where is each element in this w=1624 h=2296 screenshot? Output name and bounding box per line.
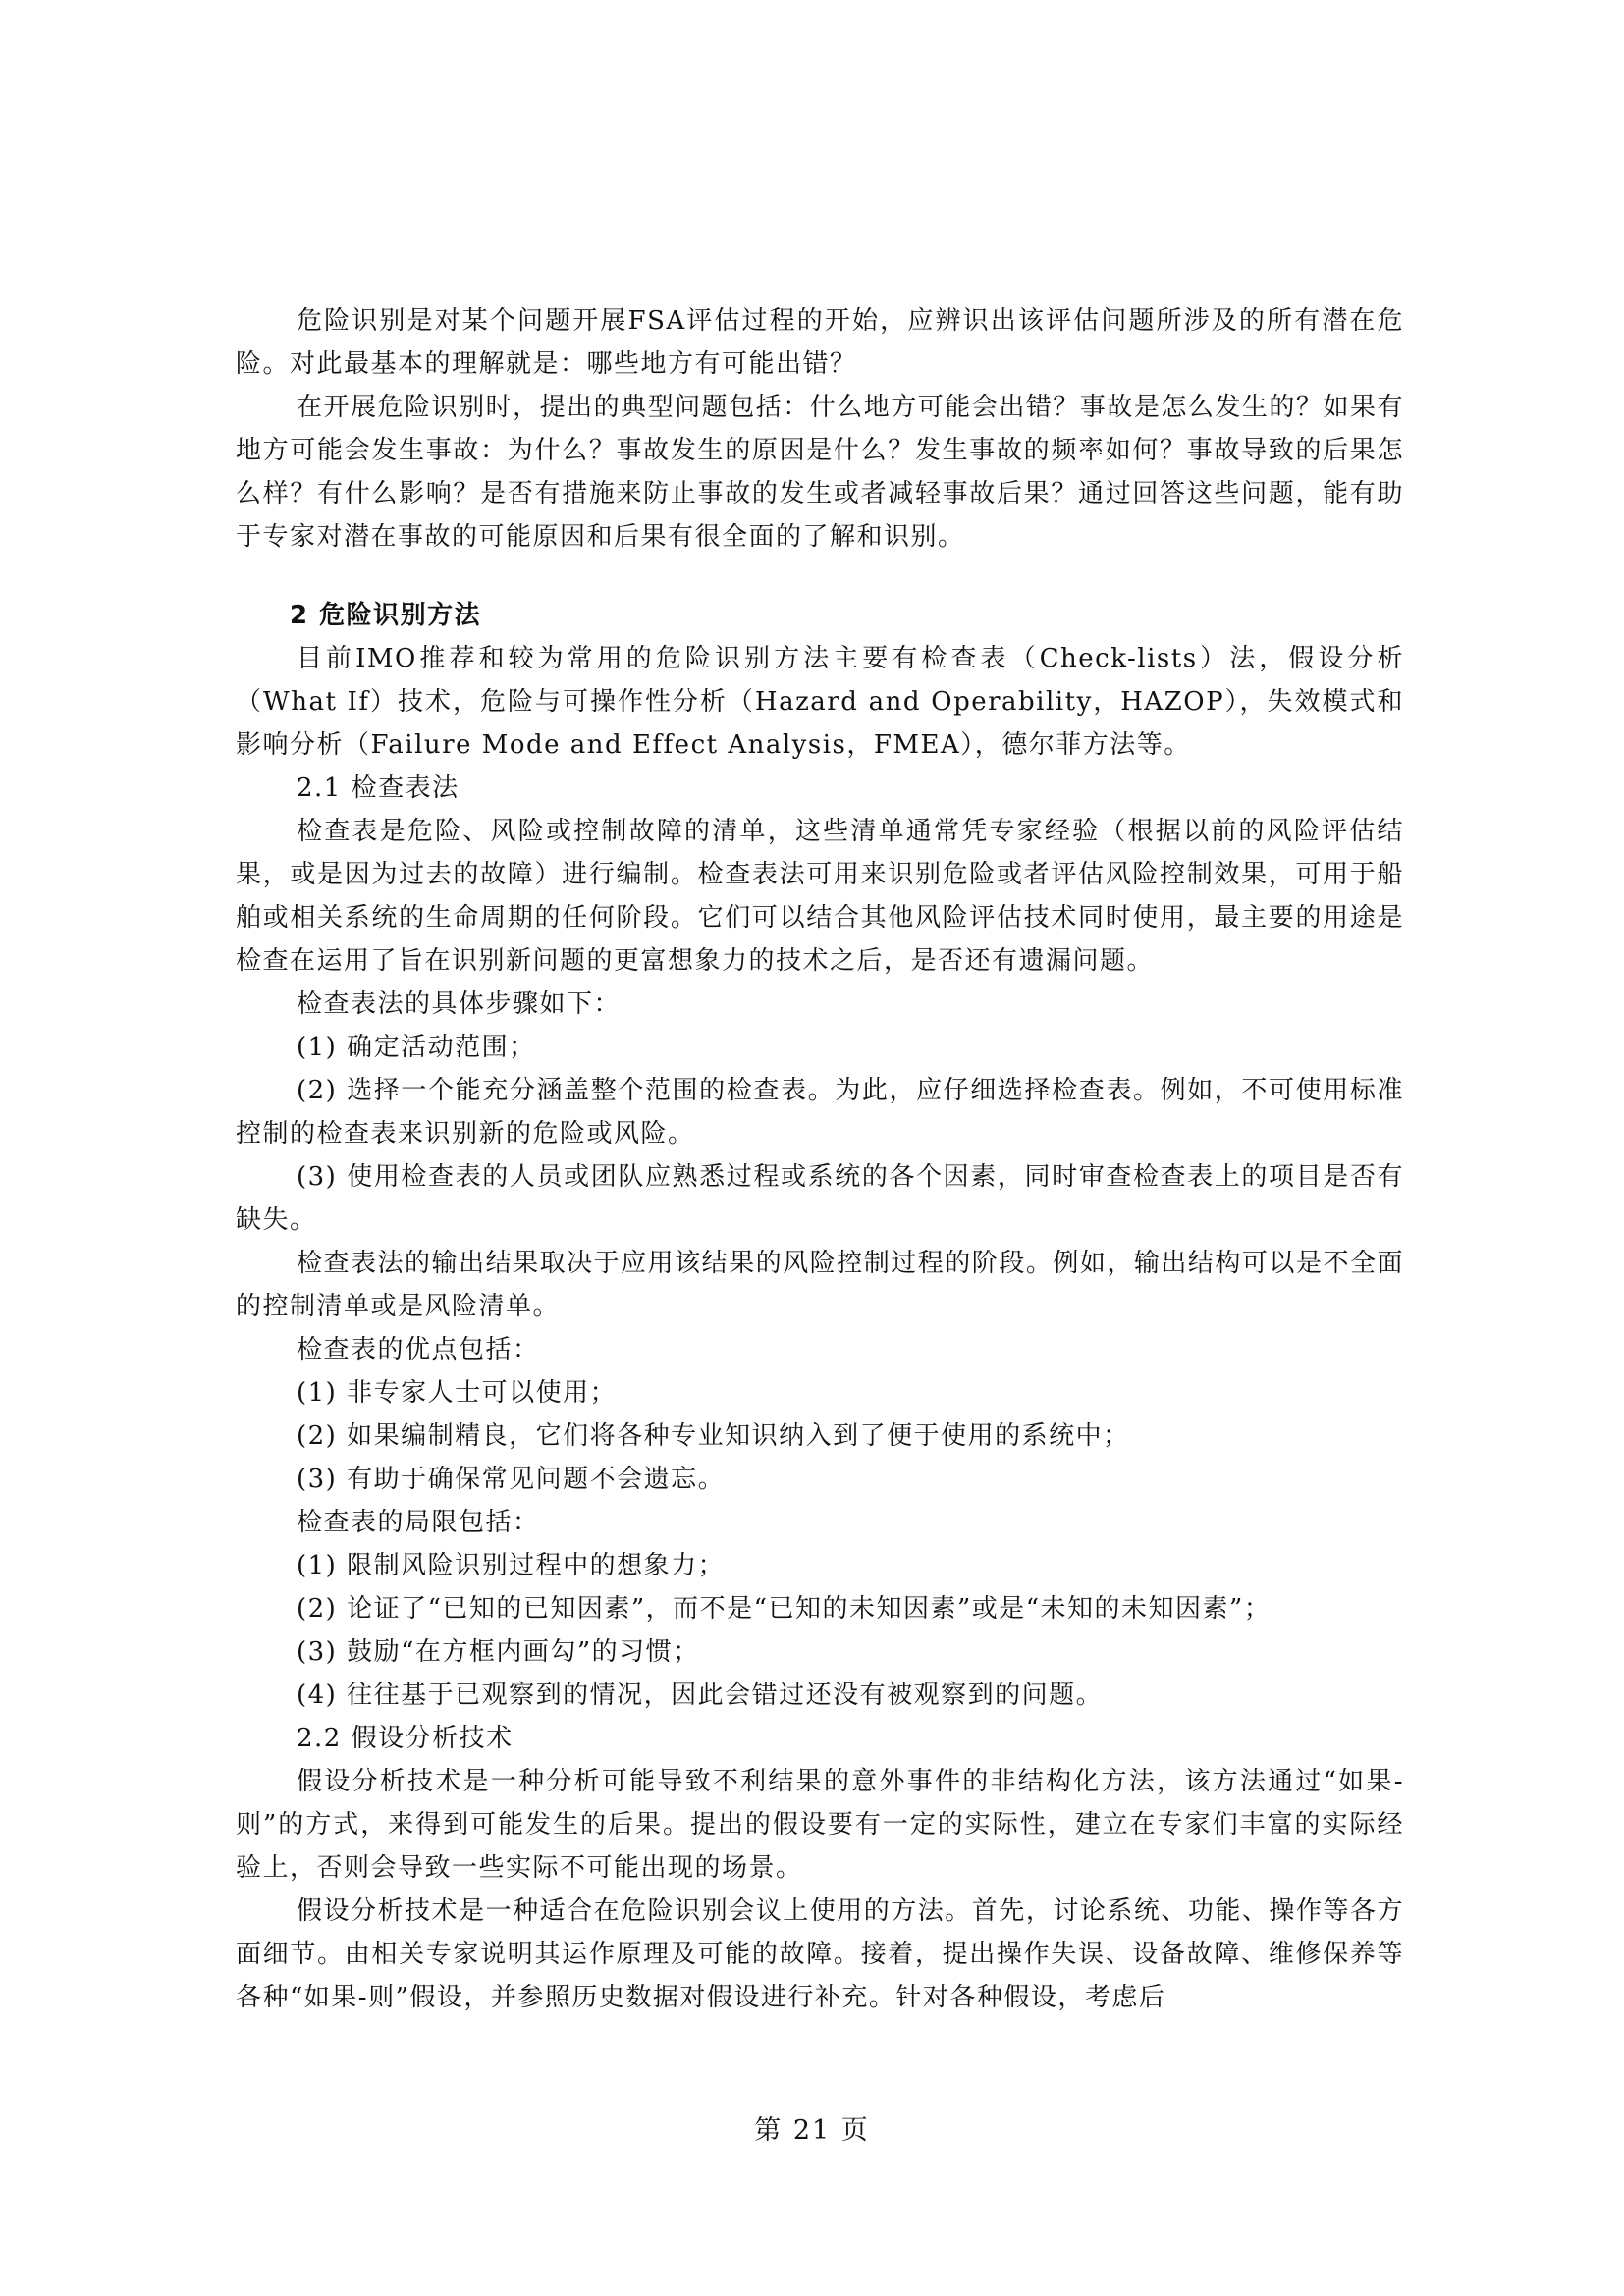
checklist-output: 检查表法的输出结果取决于应用该结果的风险控制过程的阶段。例如，输出结构可以是不全面的控制清单或是风险清单。 — [236, 1249, 1404, 1321]
advantages-intro: 检查表的优点包括： — [297, 1335, 540, 1364]
checklist-steps-intro: 检查表法的具体步骤如下： — [297, 989, 622, 1019]
section-heading: 2 危险识别方法 — [290, 601, 482, 630]
checklist-step: (3) 使用检查表的人员或团队应熟悉过程或系统的各个因素，同时审查检查表上的项目是否有缺失。 — [236, 1162, 1404, 1235]
limitation-item: (4) 往往基于已观察到的情况，因此会错过还没有被观察到的问题。 — [297, 1681, 1104, 1710]
advantage-item: (1) 非专家人士可以使用； — [297, 1378, 618, 1408]
paragraph-typical-questions: 在开展危险识别时，提出的典型问题包括：什么地方可能会出错？事故是怎么发生的？如果有地方可能会发生事故：为什么？事故发生的原因是什么？发生事故的频率如何？事故导致的后果怎么样？有什么影响？是否有措施来防止事故的发生或者减轻事故后果？通过回答这些问题，能有助于专家对潜在事故的可能原因和后果有很全面的了解和识别。 — [236, 393, 1404, 552]
whatif-procedure: 假设分析技术是一种适合在危险识别会议上使用的方法。首先，讨论系统、功能、操作等各方面细节。由相关专家说明其运作原理及可能的故障。接着，提出操作失误、设备故障、维修保养等各种“如果-则”假设，并参照历史数据对假设进行补充。针对各种假设，考虑后 — [236, 1896, 1404, 2012]
subsection-heading-whatif: 2.2 假设分析技术 — [297, 1724, 514, 1753]
limitation-item: (1) 限制风险识别过程中的想象力； — [297, 1551, 726, 1580]
limitation-item: (2) 论证了“已知的已知因素”，而不是“已知的未知因素”或是“未知的未知因素”； — [297, 1594, 1272, 1624]
checklist-step: (2) 选择一个能充分涵盖整个范围的检查表。为此，应仔细选择检查表。例如，不可使用标准控制的检查表来识别新的危险或风险。 — [236, 1076, 1404, 1148]
paragraph-intro: 危险识别是对某个问题开展FSA评估过程的开始，应辨识出该评估问题所涉及的所有潜在危险。对此最基本的理解就是：哪些地方有可能出错？ — [236, 306, 1404, 379]
section-intro: 目前IMO推荐和较为常用的危险识别方法主要有检查表（Check-lists）法，假设分析（What If）技术，危险与可操作性分析（Hazard and Operability，HAZOP），失效模式和影响分析（Failure Mode and Effect Analysis，FMEA），德尔菲方法等。 — [236, 644, 1404, 760]
whatif-description: 假设分析技术是一种分析可能导致不利结果的意外事件的非结构化方法，该方法通过“如果-则”的方式，来得到可能发生的后果。提出的假设要有一定的实际性，建立在专家们丰富的实际经验上，否则会导致一些实际不可能出现的场景。 — [236, 1767, 1404, 1883]
subsection-heading-checklist: 2.1 检查表法 — [297, 774, 460, 803]
advantage-item: (3) 有助于确保常见问题不会遗忘。 — [297, 1465, 726, 1494]
limitations-intro: 检查表的局限包括： — [297, 1508, 540, 1537]
page-body — [236, 299, 1404, 2019]
checklist-step: (1) 确定活动范围； — [297, 1033, 536, 1062]
checklist-description: 检查表是危险、风险或控制故障的清单，这些清单通常凭专家经验（根据以前的风险评估结果，或是因为过去的故障）进行编制。检查表法可用来识别危险或者评估风险控制效果，可用于船舶或相关系统的生命周期的任何阶段。它们可以结合其他风险评估技术同时使用，最主要的用途是检查在运用了旨在识别新问题的更富想象力的技术之后，是否还有遗漏问题。 — [236, 817, 1404, 976]
page-number: 第 21 页 — [754, 2115, 870, 2146]
limitation-item: (3) 鼓励“在方框内画勾”的习惯； — [297, 1637, 700, 1667]
advantage-item: (2) 如果编制精良，它们将各种专业知识纳入到了便于使用的系统中； — [297, 1421, 1130, 1451]
